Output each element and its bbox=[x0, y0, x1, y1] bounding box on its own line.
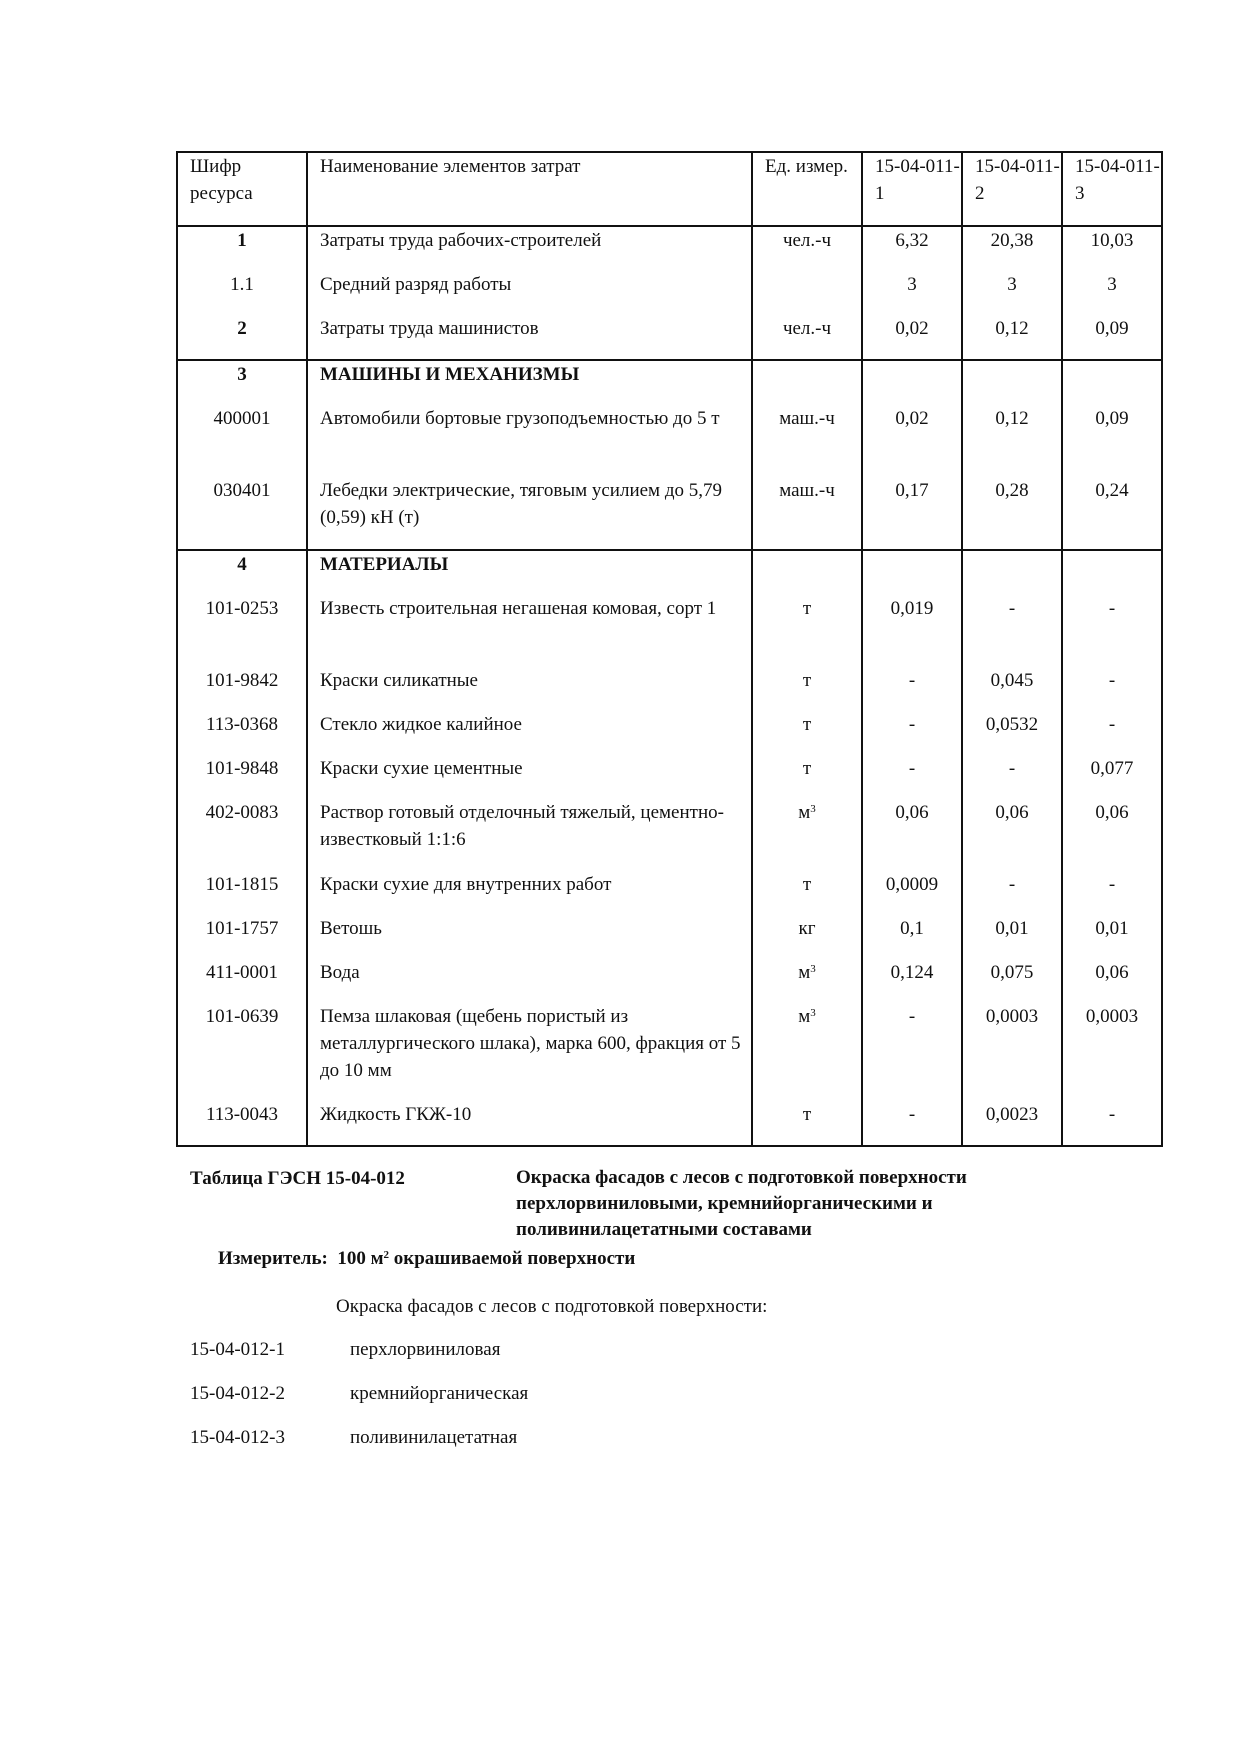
row-value-3: 0,09 bbox=[1062, 405, 1162, 477]
row-code: 101-1757 bbox=[177, 915, 307, 959]
section-title: МАШИНЫ И МЕХАНИЗМЫ bbox=[307, 360, 752, 405]
unit-text: м bbox=[798, 1006, 811, 1027]
row-unit bbox=[752, 360, 862, 405]
row-unit: т bbox=[752, 667, 862, 711]
table-row bbox=[177, 477, 1162, 550]
table-row bbox=[177, 667, 1162, 711]
row-value-1: - bbox=[862, 1003, 962, 1101]
row-value-3: 0,24 bbox=[1062, 477, 1162, 550]
row-value-3: 0,0003 bbox=[1062, 1003, 1162, 1101]
measure-label: Измеритель: bbox=[218, 1248, 328, 1269]
row-name: Автомобили бортовые грузоподъемностью до 5 т bbox=[307, 405, 752, 477]
row-name: Краски сухие цементные bbox=[307, 755, 752, 799]
row-unit bbox=[752, 799, 862, 871]
row-value-2: 0,12 bbox=[962, 405, 1062, 477]
row-value-1: 0,17 bbox=[862, 477, 962, 550]
row-value-1: 0,124 bbox=[862, 959, 962, 1003]
row-value-1 bbox=[862, 550, 962, 595]
row-name: Пемза шлаковая (щебень пористый из металлургического шлака), марка 600, фракция от 5 до 10 мм bbox=[307, 1003, 752, 1101]
row-code: 101-1815 bbox=[177, 871, 307, 915]
table-row bbox=[177, 595, 1162, 667]
unit-superscript: 3 bbox=[810, 803, 816, 815]
row-value-1: 0,1 bbox=[862, 915, 962, 959]
row-value-3: - bbox=[1062, 595, 1162, 667]
work-code: 15-04-012-2 bbox=[190, 1383, 285, 1404]
table-title: Окраска фасадов с лесов с подготовкой поверхности перхлорвиниловыми, кремнийорганическими и поливинилацетатными составами bbox=[516, 1167, 967, 1240]
row-value-2: 0,01 bbox=[962, 915, 1062, 959]
row-name: Лебедки электрические, тяговым усилием до 5,79 (0,59) кН (т) bbox=[307, 477, 752, 550]
work-name: поливинилацетатная bbox=[350, 1427, 518, 1448]
row-name: Ветошь bbox=[307, 915, 752, 959]
row-code: 1.1 bbox=[177, 271, 307, 315]
section-code: 4 bbox=[177, 550, 307, 595]
row-code: 101-0639 bbox=[177, 1003, 307, 1101]
measure-rest: окрашиваемой поверхности bbox=[393, 1248, 636, 1269]
header-code: Шифр ресурса bbox=[177, 152, 307, 226]
row-value-3: 0,06 bbox=[1062, 799, 1162, 871]
works-intro: Окраска фасадов с лесов с подготовкой поверхности: bbox=[336, 1296, 768, 1317]
row-value-2 bbox=[962, 550, 1062, 595]
row-code: 113-0368 bbox=[177, 711, 307, 755]
row-value-1: 3 bbox=[862, 271, 962, 315]
header-col3: 15-04-011-3 bbox=[1062, 152, 1162, 226]
row-code: 400001 bbox=[177, 405, 307, 477]
table-row bbox=[177, 405, 1162, 477]
row-name: Стекло жидкое калийное bbox=[307, 711, 752, 755]
row-value-2: 0,0003 bbox=[962, 1003, 1062, 1101]
row-value-2: 0,12 bbox=[962, 315, 1062, 360]
row-value-1: 0,02 bbox=[862, 405, 962, 477]
header-col2: 15-04-011-2 bbox=[962, 152, 1062, 226]
header-col1: 15-04-011-1 bbox=[862, 152, 962, 226]
section-row bbox=[177, 550, 1162, 595]
measure-value: 100 м bbox=[337, 1248, 384, 1269]
row-name: Средний разряд работы bbox=[307, 271, 752, 315]
row-value-1: 0,019 bbox=[862, 595, 962, 667]
section-title: МАТЕРИАЛЫ bbox=[307, 550, 752, 595]
row-value-2: 0,28 bbox=[962, 477, 1062, 550]
row-value-3: - bbox=[1062, 871, 1162, 915]
row-value-1: - bbox=[862, 667, 962, 711]
table-row bbox=[177, 871, 1162, 915]
row-unit: т bbox=[752, 755, 862, 799]
unit-superscript: 3 bbox=[810, 963, 816, 975]
work-code: 15-04-012-1 bbox=[190, 1339, 285, 1360]
table-row bbox=[177, 226, 1162, 271]
header-unit: Ед. измер. bbox=[752, 152, 862, 226]
row-unit: кг bbox=[752, 915, 862, 959]
row-value-2: - bbox=[962, 755, 1062, 799]
row-value-2: 20,38 bbox=[962, 226, 1062, 271]
row-value-2: - bbox=[962, 871, 1062, 915]
table-row bbox=[177, 959, 1162, 1003]
work-name: перхлорвиниловая bbox=[350, 1339, 501, 1360]
row-name: Краски силикатные bbox=[307, 667, 752, 711]
row-unit bbox=[752, 550, 862, 595]
row-value-1: - bbox=[862, 711, 962, 755]
table-row bbox=[177, 315, 1162, 360]
resource-table bbox=[176, 151, 1163, 1147]
table-row bbox=[177, 711, 1162, 755]
row-name: Жидкость ГКЖ-10 bbox=[307, 1101, 752, 1146]
row-value-2: 0,0532 bbox=[962, 711, 1062, 755]
table-row bbox=[177, 271, 1162, 315]
row-unit bbox=[752, 1003, 862, 1101]
work-code: 15-04-012-3 bbox=[190, 1427, 285, 1448]
measure-superscript: 2 bbox=[383, 1249, 390, 1261]
row-name: Затраты труда рабочих-строителей bbox=[307, 226, 752, 271]
row-code: 402-0083 bbox=[177, 799, 307, 871]
row-value-1: 6,32 bbox=[862, 226, 962, 271]
row-name: Известь строительная негашеная комовая, сорт 1 bbox=[307, 595, 752, 667]
table-caption: Таблица ГЭСН 15-04-012 bbox=[190, 1168, 405, 1189]
row-value-1 bbox=[862, 360, 962, 405]
row-value-3: - bbox=[1062, 711, 1162, 755]
row-name: Затраты труда машинистов bbox=[307, 315, 752, 360]
row-value-3: 3 bbox=[1062, 271, 1162, 315]
row-code: 101-9848 bbox=[177, 755, 307, 799]
table-header-row bbox=[177, 152, 1162, 226]
header-name: Наименование элементов затрат bbox=[307, 152, 752, 226]
row-unit: чел.-ч bbox=[752, 226, 862, 271]
row-value-2 bbox=[962, 360, 1062, 405]
row-value-1: - bbox=[862, 755, 962, 799]
row-unit: т bbox=[752, 1101, 862, 1146]
row-unit: т bbox=[752, 595, 862, 667]
table-row bbox=[177, 915, 1162, 959]
row-unit bbox=[752, 271, 862, 315]
table-row bbox=[177, 1101, 1162, 1146]
row-unit: чел.-ч bbox=[752, 315, 862, 360]
measure-line bbox=[218, 1245, 635, 1272]
row-unit: т bbox=[752, 871, 862, 915]
row-value-3: 0,09 bbox=[1062, 315, 1162, 360]
row-value-1: 0,06 bbox=[862, 799, 962, 871]
row-value-1: 0,02 bbox=[862, 315, 962, 360]
table-row bbox=[177, 755, 1162, 799]
row-code: 030401 bbox=[177, 477, 307, 550]
row-value-3: - bbox=[1062, 1101, 1162, 1146]
row-value-1: 0,0009 bbox=[862, 871, 962, 915]
unit-text: м bbox=[798, 802, 811, 823]
row-value-2: 0,045 bbox=[962, 667, 1062, 711]
section-code: 3 bbox=[177, 360, 307, 405]
row-unit: т bbox=[752, 711, 862, 755]
row-code: 101-9842 bbox=[177, 667, 307, 711]
row-code: 101-0253 bbox=[177, 595, 307, 667]
row-value-3 bbox=[1062, 550, 1162, 595]
row-unit: маш.-ч bbox=[752, 477, 862, 550]
section-row bbox=[177, 360, 1162, 405]
row-code: 2 bbox=[177, 315, 307, 360]
row-code: 1 bbox=[177, 226, 307, 271]
row-value-2: - bbox=[962, 595, 1062, 667]
row-value-3: 0,077 bbox=[1062, 755, 1162, 799]
row-value-3: - bbox=[1062, 667, 1162, 711]
row-value-2: 0,06 bbox=[962, 799, 1062, 871]
row-name: Краски сухие для внутренних работ bbox=[307, 871, 752, 915]
row-value-3 bbox=[1062, 360, 1162, 405]
unit-text: м bbox=[798, 962, 811, 983]
table-row bbox=[177, 799, 1162, 871]
row-unit bbox=[752, 959, 862, 1003]
row-name: Раствор готовый отделочный тяжелый, цементно-известковый 1:1:6 bbox=[307, 799, 752, 871]
row-value-3: 10,03 bbox=[1062, 226, 1162, 271]
table-row bbox=[177, 1003, 1162, 1101]
row-code: 113-0043 bbox=[177, 1101, 307, 1146]
work-name: кремнийорганическая bbox=[350, 1383, 529, 1404]
row-unit: маш.-ч bbox=[752, 405, 862, 477]
row-value-2: 3 bbox=[962, 271, 1062, 315]
row-value-1: - bbox=[862, 1101, 962, 1146]
row-value-2: 0,0023 bbox=[962, 1101, 1062, 1146]
row-value-3: 0,06 bbox=[1062, 959, 1162, 1003]
row-name: Вода bbox=[307, 959, 752, 1003]
row-value-3: 0,01 bbox=[1062, 915, 1162, 959]
row-code: 411-0001 bbox=[177, 959, 307, 1003]
unit-superscript: 3 bbox=[810, 1007, 816, 1019]
row-value-2: 0,075 bbox=[962, 959, 1062, 1003]
